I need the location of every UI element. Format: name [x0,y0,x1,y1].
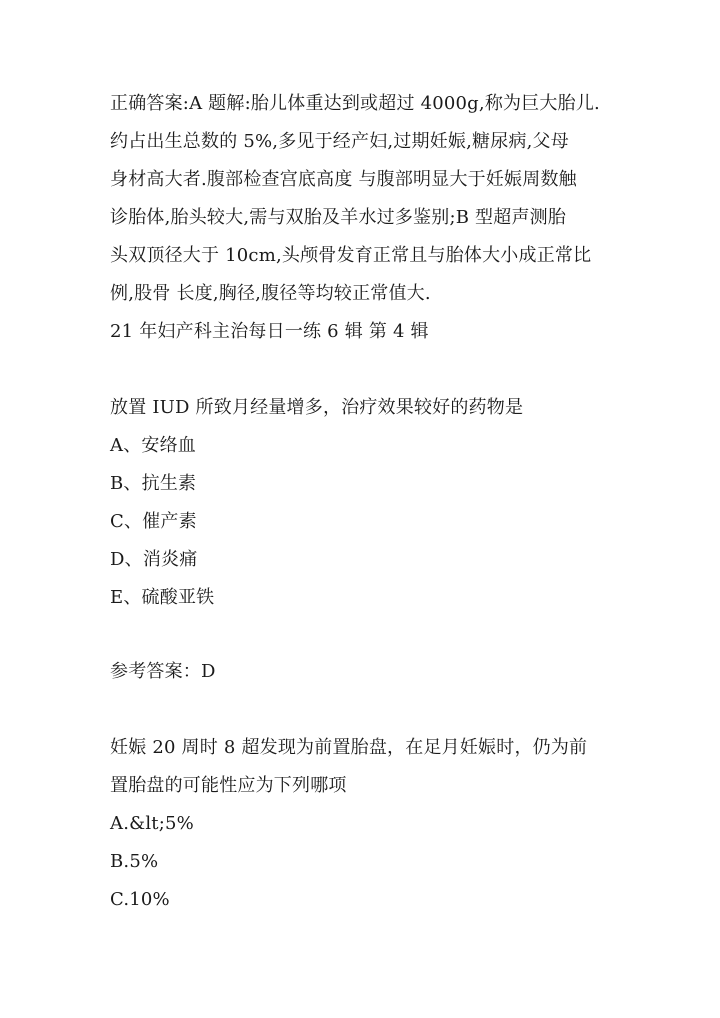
question-1-option-d: D、消炎痛 [110,549,198,570]
question-1-option-e: E、硫酸亚铁 [110,587,215,608]
explanation-line-6: 例,股骨 长度,胸径,腹径等均较正常值大. [110,283,431,304]
explanation-line-2: 约占出生总数的 5%,多见于经产妇,过期妊娠,糖尿病,父母 [110,131,569,152]
explanation-line-1: 正确答案:A 题解:胎儿体重达到或超过 4000g,称为巨大胎儿. [110,93,600,114]
question-1-option-a: A、安络血 [110,435,196,456]
question-2-stem-line-2: 置胎盘的可能性应为下列哪项 [110,775,347,796]
question-2-option-b: B.5% [110,851,159,872]
explanation-line-4: 诊胎体,胎头较大,需与双胎及羊水过多鉴别;B 型超声测胎 [110,207,567,228]
question-1-option-c: C、催产素 [110,511,197,532]
question-1-option-b: B、抗生素 [110,473,197,494]
question-1-answer: 参考答案：D [110,661,216,682]
question-2-option-c: C.10% [110,889,170,910]
question-2-stem-line-1: 妊娠 20 周时 8 超发现为前置胎盘，在足月妊娠时，仍为前 [110,737,588,758]
question-1-stem: 放置 IUD 所致月经量增多，治疗效果较好的药物是 [110,397,524,418]
question-2-option-a: A.&lt;5% [110,813,194,834]
explanation-line-3: 身材高大者.腹部检查宫底高度 与腹部明显大于妊娠周数触 [110,169,577,190]
section-title: 21 年妇产科主治每日一练 6 辑 第 4 辑 [110,321,429,342]
explanation-line-5: 头双顶径大于 10cm,头颅骨发育正常且与胎体大小成正常比 [110,245,592,266]
